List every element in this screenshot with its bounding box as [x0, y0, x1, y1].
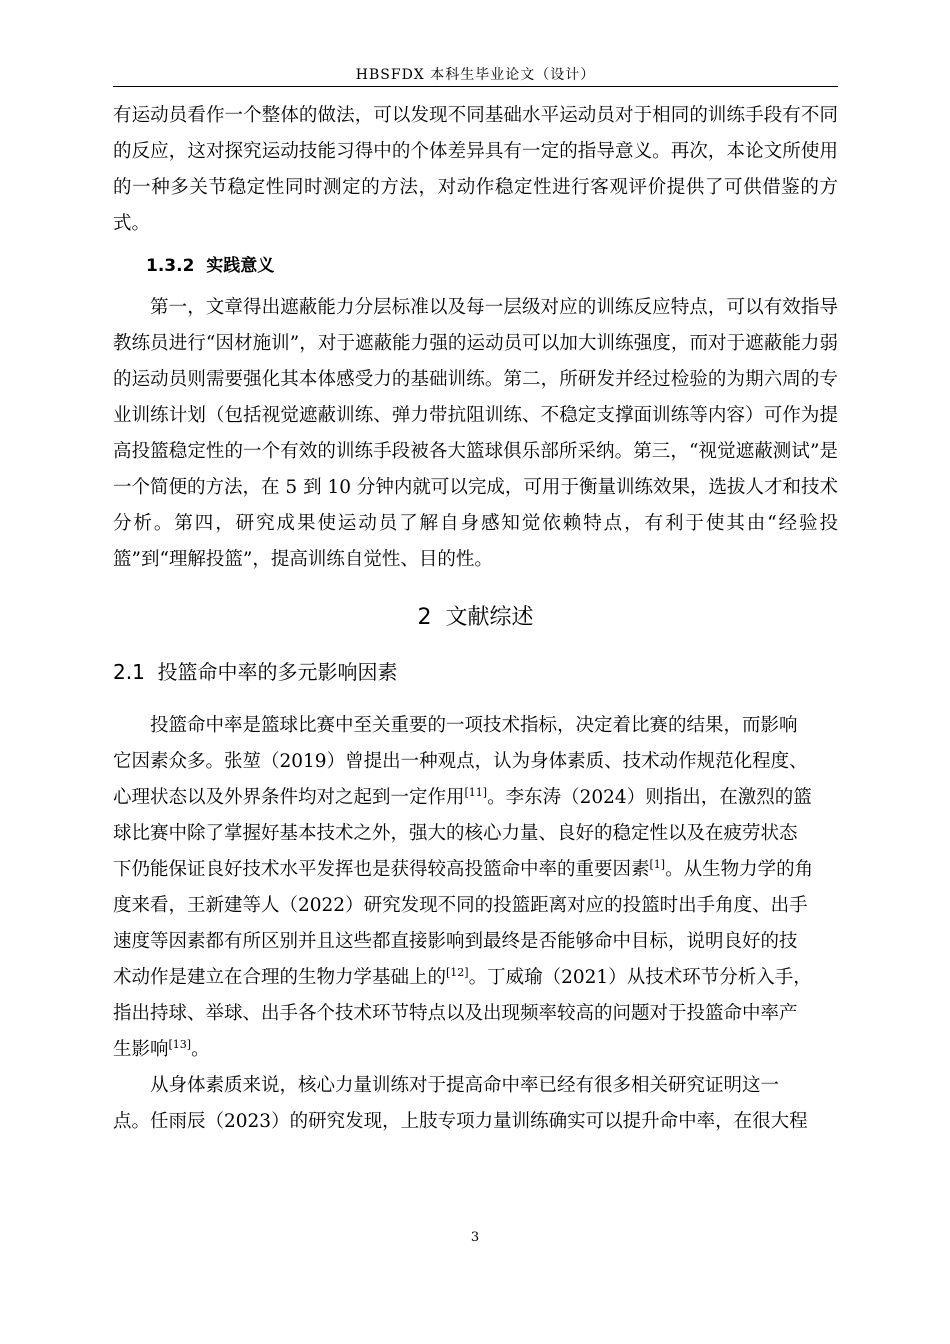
text-line: 从身体素质来说，核心力量训练对于提高命中率已经有很多相关研究证明这一: [150, 1075, 780, 1096]
text-line: 点。任雨辰（2023）的研究发现，上肢专项力量训练确实可以提升命中率，在很大程: [113, 1111, 808, 1132]
paragraph-physical-fitness: [113, 1068, 838, 1140]
section-number: 2.1: [113, 660, 145, 684]
citation-ref: [11]: [464, 786, 488, 799]
text-line: 它因素众多。张堃（2019）曾提出一种观点，认为身体素质、技术动作规范化程度、: [113, 751, 808, 772]
line-text: 下仍能保证良好技术水平发挥也是获得较高投篮命中率的重要因素: [113, 859, 650, 880]
section-title: 实践意义: [206, 256, 275, 276]
page-number: 3: [470, 1230, 480, 1245]
chapter-number: 2: [417, 605, 432, 630]
section-title: 投篮命中率的多元影响因素: [157, 660, 398, 684]
text-line: 度来看，王新建等人（2022）研究发现不同的投篮距离对应的投篮时出手角度、出手: [113, 895, 808, 916]
paragraph-intro-continued: 有运动员看作一个整体的做法，可以发现不同基础水平运动员对于相同的训练手段有不同的反应，这对探究运动技能习得中的个体差异具有一定的指导意义。再次，本论文所使用的一种多关节稳定性同时测定的方法，对动作稳定性进行客观评价提供了可供借鉴的方式。: [113, 105, 838, 234]
text-line: [113, 852, 838, 888]
citation-ref: [13]: [168, 1038, 192, 1051]
line-text: 生影响: [113, 1039, 169, 1060]
citation-ref: [12]: [446, 966, 469, 979]
line-text: 。从生物力学的角: [665, 859, 814, 880]
text-line: [113, 960, 838, 996]
text-line: [113, 1032, 838, 1068]
text-line: 速度等因素都有所区别并且这些都直接影响到最终是否能够命中目标，说明良好的技: [113, 931, 798, 952]
chapter-heading-2: [113, 600, 838, 636]
running-header: HBSFDX 本科生毕业论文（设计）: [355, 67, 596, 83]
line-text: 心理状态以及外界条件均对之起到一定作用: [113, 787, 465, 808]
section-heading-2-1: [113, 654, 838, 690]
section-heading-1-3-2: [146, 248, 838, 284]
text-line: 球比赛中除了掌握好基本技术之外，强大的核心力量、良好的稳定性以及在疲劳状态: [113, 823, 798, 844]
line-text: 。: [191, 1039, 210, 1060]
section-number: 1.3.2: [146, 256, 195, 276]
header-rule: [113, 86, 838, 87]
paragraph-practical-significance: 第一，文章得出遮蔽能力分层标准以及每一层级对应的训练反应特点，可以有效指导教练员进行“因材施训”，对于遮蔽能力强的运动员可以加大训练强度，而对于遮蔽能力弱的运动员则需要强化其本体感受力的基础训练。第二，所研发并经过检验的为期六周的专业训练计划（包括视觉遮蔽训练、弹力带抗阻训练、不稳定支撑面训练等内容）可作为提高投篮稳定性的一个有效的训练手段被各大篮球俱乐部所采纳。第三，“视觉遮蔽测试”是一个简便的方法，在 5 到 10 分钟内就可以完成，可用于衡量训练效果，选拔人才和技术分析。第四，研究成果使运动员了解自身感知觉依赖特点，有利于使其由“经验投篮”到“理解投篮”，提高训练自觉性、目的性。: [113, 297, 838, 570]
line-text: 术动作是建立在合理的生物力学基础上的: [113, 967, 447, 988]
citation-ref: [1]: [649, 858, 666, 871]
chapter-title: 文献综述: [445, 605, 534, 630]
line-text: 。丁威瑜（2021）从技术环节分析入手，: [468, 967, 812, 988]
page-body: [113, 98, 838, 1140]
text-line: 投篮命中率是篮球比赛中至关重要的一项技术指标，决定着比赛的结果，而影响: [150, 715, 798, 736]
paragraph-shooting-factors: [113, 708, 838, 1068]
text-line: [113, 780, 838, 816]
line-text: 。李东涛（2024）则指出，在激烈的篮: [487, 787, 812, 808]
text-line: 指出持球、举球、出手各个技术环节特点以及出现频率较高的问题对于投篮命中率产: [113, 1003, 798, 1024]
